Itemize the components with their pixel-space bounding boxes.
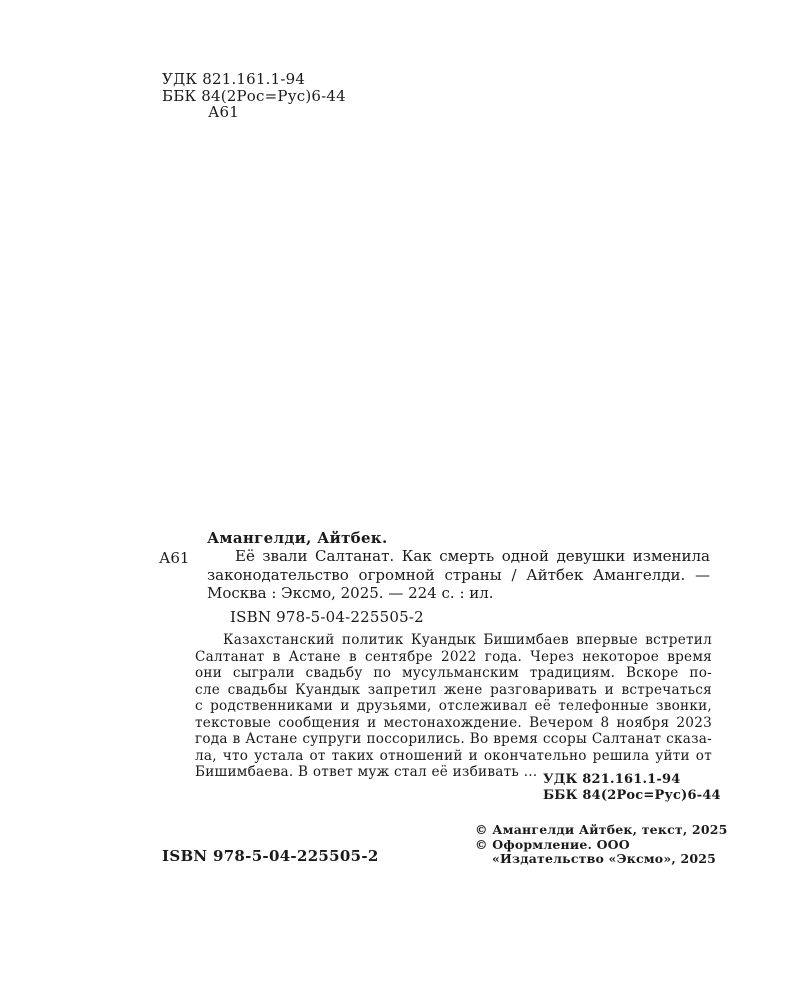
bottom-isbn: ISBN 978-5-04-225505-2	[162, 847, 379, 865]
udc-code: УДК 821.161.1-94	[162, 70, 306, 88]
annotation-line: ла, что устала от таких отношений и окончательно решила уйти от	[195, 747, 712, 764]
annotation-line: с родственниками и друзьями, отслеживал её телефонные звонки,	[195, 698, 712, 715]
annotation	[195, 632, 712, 781]
annotation-line: года в Астане супруги поссорились. Во время ссоры Салтанат сказа-	[195, 731, 712, 748]
annotation-line: сле свадьбы Куандык запретил жене разговаривать и встречаться	[195, 681, 712, 698]
annotation-line: текстовые сообщения и местонахождение. Вечером 8 ноября 2023	[195, 714, 712, 731]
author-sign: А61	[208, 103, 240, 121]
copyright-line: © Оформление. ООО	[475, 836, 630, 852]
bottom-udc-code: УДК 821.161.1-94	[543, 772, 681, 787]
copyright-block	[475, 823, 728, 867]
card-author-sign: А61	[159, 549, 190, 567]
author-heading: Амангелди, Айтбек.	[207, 529, 388, 547]
annotation-line: Бишимбаева. В ответ муж стал её избивать …	[195, 764, 538, 781]
bottom-bbk-code: ББК 84(2Рос=Рус)6-44	[543, 788, 721, 804]
top-codes-block	[162, 71, 346, 121]
annotation-line: Казахстанский политик Куандык Бишимбаев впервые встретил	[223, 632, 712, 648]
annotation-line: они сыграли свадьбу по мусульманским традициям. Вскоре по-	[195, 665, 712, 682]
bottom-codes-block	[543, 772, 721, 804]
copyright-line: «Издательство «Эксмо», 2025	[492, 851, 717, 867]
description-line: Её звали Салтанат. Как смерть одной девушки изменила	[235, 547, 710, 565]
card-isbn: ISBN 978-5-04-225505-2	[230, 608, 424, 626]
annotation-line: Салтанат в Астане в сентябре 2022 года. Через некоторое время	[195, 648, 712, 665]
description-line: законодательство огромной страны / Айтбек Амангелди. —	[207, 565, 710, 584]
bibliographic-description	[207, 547, 710, 603]
copyright-line: © Амангелди Айтбек, текст, 2025	[475, 822, 728, 837]
description-line: Москва : Эксмо, 2025. — 224 с. : ил.	[207, 584, 494, 603]
bbk-code: ББК 84(2Рос=Рус)6-44	[162, 86, 346, 105]
